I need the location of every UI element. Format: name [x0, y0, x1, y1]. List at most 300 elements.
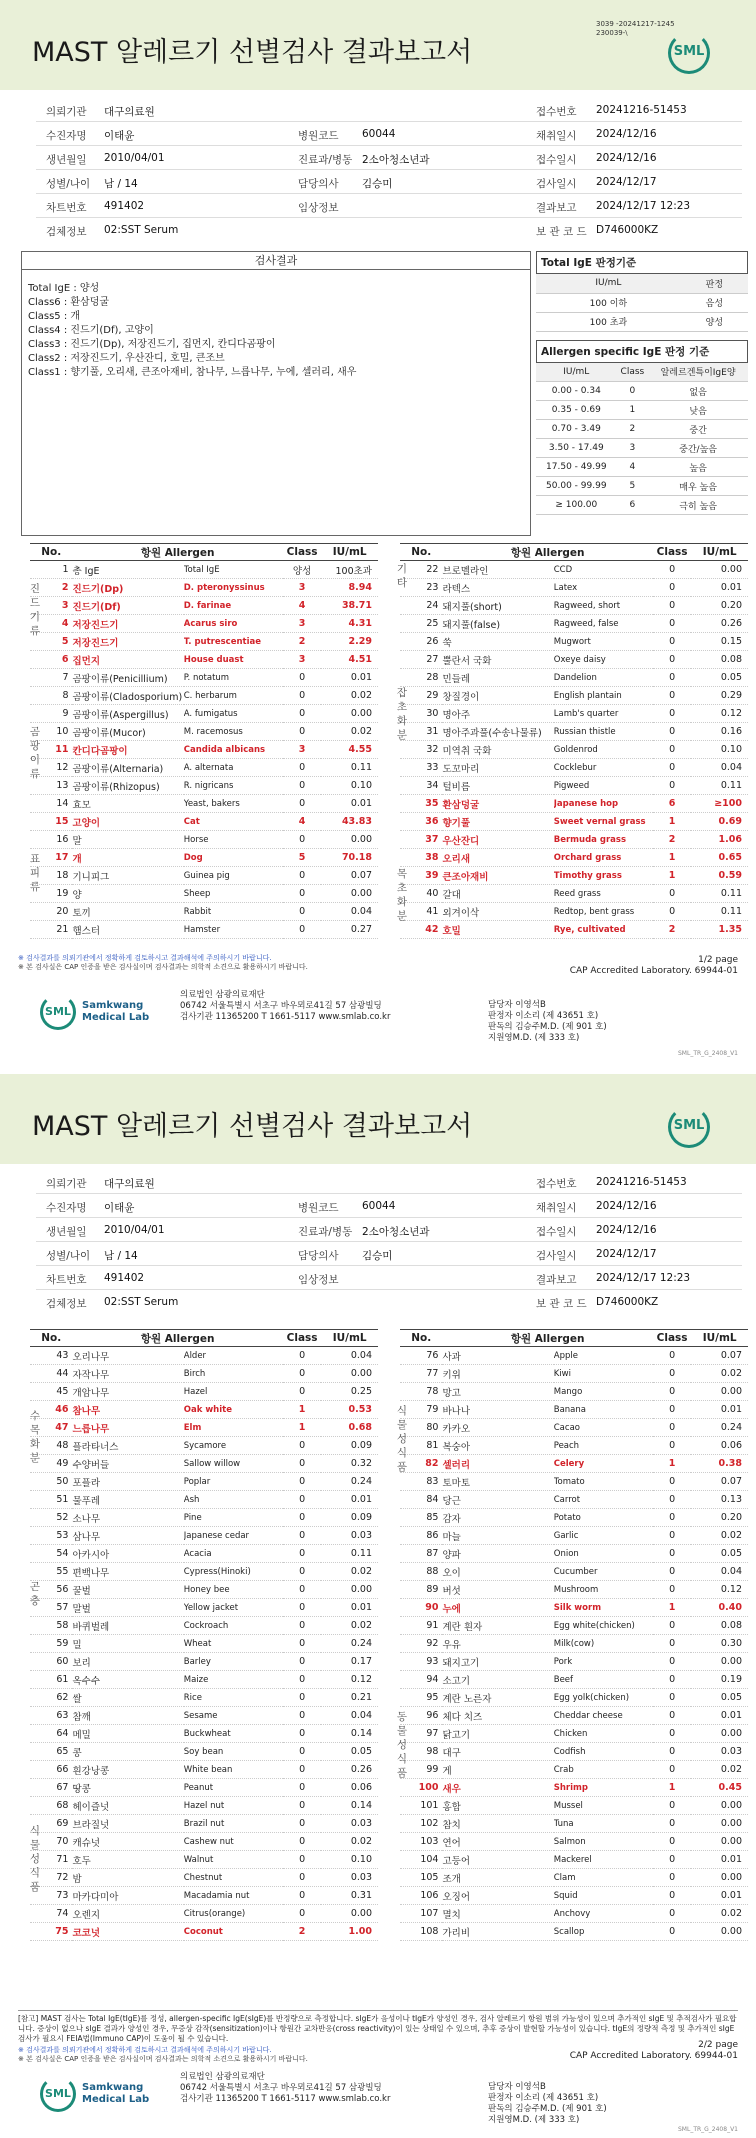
report-page-1 — [0, 0, 756, 1064]
allergen-row — [400, 1887, 748, 1905]
allergen-english: Buckwheat — [184, 1725, 283, 1743]
allergen-class: 2 — [653, 921, 691, 939]
allergen-class: 0 — [283, 1851, 321, 1869]
allergen-row — [30, 615, 378, 633]
allergen-korean: 누에 — [442, 1599, 553, 1617]
footer-logo — [40, 990, 150, 1034]
footer-logo-mark: SML — [40, 2076, 76, 2112]
allergen-table-left — [30, 1329, 378, 1941]
allergen-no: 98 — [400, 1743, 442, 1761]
sex-age: 남 / 14 — [104, 1250, 138, 1262]
allergen-korean: 말 — [72, 831, 183, 849]
allergen-no: 43 — [30, 1347, 72, 1365]
allergen-class: 0 — [283, 669, 321, 687]
allergen-korean: 셀러리 — [442, 1455, 553, 1473]
allergen-iu: 0.53 — [321, 1401, 378, 1419]
allergen-class: 1 — [653, 1779, 691, 1797]
allergen-iu: 1.00 — [321, 1923, 378, 1941]
allergen-korean: 저장진드기 — [72, 633, 183, 651]
allergen-iu: 0.00 — [691, 1383, 748, 1401]
allergen-english: Salmon — [554, 1833, 653, 1851]
chart-no: 491402 — [104, 200, 145, 212]
allergen-row — [400, 1473, 748, 1491]
allergen-no: 95 — [400, 1689, 442, 1707]
allergen-iu: 0.12 — [691, 1581, 748, 1599]
allergen-row — [400, 705, 748, 723]
allergen-korean: 기니피그 — [72, 867, 183, 885]
allergen-no: 104 — [400, 1851, 442, 1869]
logo-name: Medical Lab — [82, 1012, 150, 1023]
allergen-korean: 토마토 — [442, 1473, 553, 1491]
allergen-korean: 가리비 — [442, 1923, 553, 1941]
allergen-english: Squid — [554, 1887, 653, 1905]
allergen-korean: 참치 — [442, 1815, 553, 1833]
doctor: 김승미 — [362, 1250, 393, 1262]
criteria-cell: 높음 — [648, 458, 748, 477]
allergen-header-iu: IU/mL — [321, 1330, 378, 1347]
criteria-cell: 17.50 - 49.99 — [536, 458, 617, 477]
allergen-no: 100 — [400, 1779, 442, 1797]
allergen-iu: 0.32 — [321, 1455, 378, 1473]
report-label: 결과보고 — [536, 1274, 577, 1286]
patient-label: 수진자명 — [46, 130, 87, 142]
allergen-english: Maize — [184, 1671, 283, 1689]
allergen-english: Soy bean — [184, 1743, 283, 1761]
allergen-korean: 곰팡이류(Rhizopus) — [72, 777, 183, 795]
allergen-class: 0 — [653, 1653, 691, 1671]
allergen-korean: 개암나무 — [72, 1383, 183, 1401]
allergen-row — [400, 795, 748, 813]
sex-age: 남 / 14 — [104, 178, 138, 190]
allergen-class: 1 — [653, 867, 691, 885]
allergen-korean: 메밀 — [72, 1725, 183, 1743]
allergen-no: 4 — [30, 615, 72, 633]
allergen-row — [400, 849, 748, 867]
allergen-class: 0 — [653, 561, 691, 579]
footer-logo-2 — [40, 2072, 150, 2116]
test-date-label: 검사일시 — [536, 1250, 577, 1262]
sml-logo: SML — [668, 32, 710, 74]
allergen-class: 0 — [653, 1887, 691, 1905]
allergen-iu: 0.07 — [691, 1473, 748, 1491]
allergen-row — [400, 1491, 748, 1509]
allergen-iu: 0.59 — [691, 867, 748, 885]
allergen-korean: 조개 — [442, 1869, 553, 1887]
allergen-row — [400, 1779, 748, 1797]
allergen-english: Alder — [184, 1347, 283, 1365]
criteria-row — [536, 420, 748, 439]
top-code-line: 230039-\ — [596, 29, 628, 37]
allergen-row — [400, 579, 748, 597]
allergen-english: Ash — [184, 1491, 283, 1509]
allergen-class: 0 — [653, 1617, 691, 1635]
allergen-english: Apple — [554, 1347, 653, 1365]
allergen-english: Banana — [554, 1401, 653, 1419]
allergen-class: 0 — [653, 1635, 691, 1653]
allergen-korean: 큰조아재비 — [442, 867, 553, 885]
allergen-class: 0 — [653, 1797, 691, 1815]
allergen-english: Guinea pig — [184, 867, 283, 885]
address-line: 검사기관 11365200 T 1661-5117 www.smlab.co.kr — [180, 1012, 391, 1022]
criteria-cell: 0.35 - 0.69 — [536, 401, 617, 420]
allergen-iu: 0.01 — [691, 1887, 748, 1905]
criteria-row — [536, 312, 748, 331]
allergen-korean: 바퀴벌레 — [72, 1617, 183, 1635]
criteria-cell: 중간/높음 — [648, 439, 748, 458]
allergen-english: CCD — [554, 561, 653, 579]
page-label: 2/2 page — [698, 2040, 738, 2050]
allergen-korean: 마늘 — [442, 1527, 553, 1545]
allergen-row — [30, 669, 378, 687]
allergen-english: Chestnut — [184, 1869, 283, 1887]
allergen-row — [30, 1617, 378, 1635]
allergen-class: 0 — [653, 615, 691, 633]
allergen-english: Sweet vernal grass — [554, 813, 653, 831]
allergen-row — [30, 561, 378, 579]
allergen-iu: 0.00 — [321, 885, 378, 903]
allergen-class: 1 — [283, 1401, 321, 1419]
allergen-english: Oak white — [184, 1401, 283, 1419]
receipt-no-label: 접수번호 — [536, 1178, 577, 1190]
allergen-english: Shrimp — [554, 1779, 653, 1797]
allergen-english: Mango — [554, 1383, 653, 1401]
allergen-row — [30, 885, 378, 903]
allergen-class: 0 — [653, 1923, 691, 1941]
test-date: 2024/12/17 — [596, 176, 657, 188]
allergen-class: 1 — [653, 813, 691, 831]
footer-note: ※ 본 검사실은 CAP 인증을 받은 검사실이며 검사결과는 의학적 소견으로 활용하시기 바랍니다. — [18, 963, 308, 971]
allergen-iu: 0.11 — [691, 777, 748, 795]
group-plant-food: 식물성식품 — [29, 1825, 41, 1893]
allergen-row — [400, 1923, 748, 1941]
allergen-class: 0 — [653, 1437, 691, 1455]
allergen-iu: 0.11 — [691, 903, 748, 921]
allergen-english: Cacao — [554, 1419, 653, 1437]
allergen-iu: 8.94 — [321, 579, 378, 597]
allergen-no: 25 — [400, 615, 442, 633]
group-mold: 곰팡이류 — [29, 726, 41, 780]
allergen-iu: 0.00 — [691, 1653, 748, 1671]
allergen-iu: 0.01 — [691, 1851, 748, 1869]
page-number-2 — [570, 2040, 738, 2062]
allergen-row — [400, 597, 748, 615]
allergen-korean: 삼나무 — [72, 1527, 183, 1545]
allergen-row — [30, 1833, 378, 1851]
allergen-english: Carrot — [554, 1491, 653, 1509]
allergen-class: 0 — [283, 1455, 321, 1473]
doctor: 김승미 — [362, 178, 393, 190]
cap-label: CAP Accredited Laboratory. 69944-01 — [569, 2051, 738, 2061]
allergen-no: 75 — [30, 1923, 72, 1941]
footer-note: ※ 검사결과를 의뢰기관에서 정확하게 검토하시고 결과해석에 주의하시기 바랍니다. — [18, 954, 272, 962]
ward-code-label: 병원코드 — [298, 1202, 339, 1214]
criteria-cell: 양성 — [681, 312, 748, 331]
allergen-no: 19 — [30, 885, 72, 903]
allergen-korean: 소고기 — [442, 1671, 553, 1689]
allergen-korean: 도꼬마리 — [442, 759, 553, 777]
allergen-no: 13 — [30, 777, 72, 795]
allergen-korean: 말벌 — [72, 1599, 183, 1617]
allergen-english: Silk worm — [554, 1599, 653, 1617]
allergen-row — [400, 1383, 748, 1401]
allergen-english: Goldenrod — [554, 741, 653, 759]
allergen-no: 36 — [400, 813, 442, 831]
allergen-korean: 편백나무 — [72, 1563, 183, 1581]
allergen-english: Mushroom — [554, 1581, 653, 1599]
allergen-iu: 0.00 — [321, 1905, 378, 1923]
birth-label: 생년월일 — [46, 1226, 87, 1238]
allergen-iu: 100초과 — [321, 561, 378, 579]
allergen-korean: 콩 — [72, 1743, 183, 1761]
allergen-row — [30, 1437, 378, 1455]
allergen-korean: 밤 — [72, 1869, 183, 1887]
allergen-table-right — [400, 1329, 748, 1941]
allergen-korean: 우산잔디 — [442, 831, 553, 849]
sex-label: 성별/나이 — [46, 178, 91, 190]
allergen-class: 0 — [283, 903, 321, 921]
allergen-row — [30, 849, 378, 867]
allergen-header-no: No. — [30, 544, 72, 561]
allergen-class: 0 — [653, 777, 691, 795]
allergen-english: Japanese hop — [554, 795, 653, 813]
allergen-header-row — [30, 544, 378, 561]
allergen-english: Honey bee — [184, 1581, 283, 1599]
allergen-no: 108 — [400, 1923, 442, 1941]
doctor-label: 담당의사 — [298, 178, 339, 190]
receive-label: 접수일시 — [536, 154, 577, 166]
allergen-iu: 0.07 — [691, 1347, 748, 1365]
logo-name: Medical Lab — [82, 2094, 150, 2105]
allergen-english: Ragweed, false — [554, 615, 653, 633]
birth-date: 2010/04/01 — [104, 1224, 165, 1236]
allergen-row — [30, 1905, 378, 1923]
allergen-row — [400, 1833, 748, 1851]
allergen-iu: 0.05 — [691, 1545, 748, 1563]
allergen-korean: 오리나무 — [72, 1347, 183, 1365]
allergen-english: Celery — [554, 1455, 653, 1473]
allergen-class: 0 — [653, 1581, 691, 1599]
allergen-class: 0 — [283, 1473, 321, 1491]
dept: 2소아청소년과 — [362, 1226, 430, 1238]
allergen-header-no: No. — [400, 544, 442, 561]
logo-name: Samkwang — [82, 2082, 144, 2093]
allergen-korean: 효모 — [72, 795, 183, 813]
allergen-iu: 0.01 — [691, 1707, 748, 1725]
allergen-row — [30, 1707, 378, 1725]
allergen-no: 21 — [30, 921, 72, 939]
allergen-row — [30, 1383, 378, 1401]
allergen-row — [400, 1347, 748, 1365]
allergen-no: 30 — [400, 705, 442, 723]
allergen-no: 47 — [30, 1419, 72, 1437]
allergen-row — [400, 687, 748, 705]
allergen-english: Egg yolk(chicken) — [554, 1689, 653, 1707]
allergen-korean: 버섯 — [442, 1581, 553, 1599]
allergen-no: 76 — [400, 1347, 442, 1365]
allergen-class: 0 — [653, 1851, 691, 1869]
allergen-english: A. fumigatus — [184, 705, 283, 723]
allergen-korean: 양 — [72, 885, 183, 903]
allergen-row — [400, 633, 748, 651]
allergen-no: 38 — [400, 849, 442, 867]
allergen-english: Yellow jacket — [184, 1599, 283, 1617]
allergen-header-row — [400, 544, 748, 561]
criteria-header-row — [536, 274, 748, 293]
allergen-iu: 0.01 — [321, 669, 378, 687]
allergen-class: 0 — [653, 1491, 691, 1509]
allergen-no: 45 — [30, 1383, 72, 1401]
allergen-row — [30, 651, 378, 669]
criteria-header-cell: IU/mL — [536, 363, 617, 382]
allergen-row — [30, 1671, 378, 1689]
allergen-class: 0 — [653, 651, 691, 669]
allergen-iu: 0.27 — [321, 921, 378, 939]
allergen-korean: 돼지고기 — [442, 1653, 553, 1671]
criteria-cell: 0.70 - 3.49 — [536, 420, 617, 439]
specimen-label: 검체정보 — [46, 226, 87, 238]
specimen: 02:SST Serum — [104, 1296, 179, 1308]
specific-criteria-title: Allergen specific IgE 판정 기준 — [536, 340, 748, 363]
receipt-no-label: 접수번호 — [536, 106, 577, 118]
criteria-cell: 0.00 - 0.34 — [536, 382, 617, 401]
allergen-iu: 0.16 — [691, 723, 748, 741]
criteria-row — [536, 477, 748, 496]
page-label: 1/2 page — [698, 955, 738, 965]
allergen-korean: 명아주 — [442, 705, 553, 723]
allergen-row — [400, 561, 748, 579]
allergen-class: 0 — [653, 1833, 691, 1851]
allergen-no: 57 — [30, 1599, 72, 1617]
allergen-header-row — [400, 1330, 748, 1347]
group-insect: 곤충 — [29, 1581, 41, 1607]
birth-date: 2010/04/01 — [104, 152, 165, 164]
allergen-iu: 0.01 — [691, 1401, 748, 1419]
institution-label: 의뢰기관 — [46, 106, 87, 118]
allergen-english: D. pteronyssinus — [184, 579, 283, 597]
report-title: MAST 알레르기 선별검사 결과보고서 — [32, 1111, 473, 1142]
allergen-row — [30, 597, 378, 615]
collect-label: 채취일시 — [536, 130, 577, 142]
allergen-row — [30, 633, 378, 651]
allergen-class: 0 — [653, 1527, 691, 1545]
allergen-class: 0 — [283, 705, 321, 723]
allergen-no: 11 — [30, 741, 72, 759]
allergen-english: Russian thistle — [554, 723, 653, 741]
dept-label: 진료과/병동 — [298, 1226, 353, 1238]
allergen-iu: 0.02 — [691, 1905, 748, 1923]
allergen-english: Mackerel — [554, 1851, 653, 1869]
allergen-class: 0 — [283, 1491, 321, 1509]
allergen-row — [400, 921, 748, 939]
allergen-iu: 4.31 — [321, 615, 378, 633]
allergen-row — [30, 831, 378, 849]
allergen-no: 70 — [30, 1833, 72, 1851]
allergen-no: 56 — [30, 1581, 72, 1599]
allergen-row — [30, 1797, 378, 1815]
allergen-korean: 고양이 — [72, 813, 183, 831]
allergen-no: 96 — [400, 1707, 442, 1725]
criteria-cell: 1 — [617, 401, 649, 420]
allergen-class: 0 — [653, 1419, 691, 1437]
address-line: 06742 서울특별시 서초구 바우뫼로41길 57 삼광빌딩 — [180, 2083, 382, 2093]
allergen-row — [30, 1635, 378, 1653]
top-code — [596, 20, 675, 38]
allergen-english: Wheat — [184, 1635, 283, 1653]
allergen-iu: 0.00 — [691, 1815, 748, 1833]
allergen-korean: 호두 — [72, 1851, 183, 1869]
allergen-row — [30, 1923, 378, 1941]
allergen-no: 97 — [400, 1725, 442, 1743]
allergen-header-allergen: 항원 Allergen — [72, 1330, 282, 1347]
allergen-row — [400, 615, 748, 633]
allergen-english: Brazil nut — [184, 1815, 283, 1833]
allergen-no: 37 — [400, 831, 442, 849]
allergen-no: 82 — [400, 1455, 442, 1473]
allergen-korean: 돼지풀(short) — [442, 597, 553, 615]
allergen-korean: 쌀 — [72, 1689, 183, 1707]
allergen-korean: 계란 노른자 — [442, 1689, 553, 1707]
result-line: Class5 : 개 — [28, 311, 81, 322]
allergen-iu: 4.51 — [321, 651, 378, 669]
allergen-iu: 0.07 — [321, 867, 378, 885]
dept: 2소아청소년과 — [362, 154, 430, 166]
allergen-korean: 수양버들 — [72, 1455, 183, 1473]
allergen-korean: 코코넛 — [72, 1923, 183, 1941]
signer-line: 지원영M.D. (제 333 호) — [488, 2115, 580, 2125]
allergen-class: 3 — [283, 741, 321, 759]
allergen-korean: 헤이즐넛 — [72, 1797, 183, 1815]
allergen-korean: 닭고기 — [442, 1725, 553, 1743]
allergen-korean: 고등어 — [442, 1851, 553, 1869]
sex-label: 성별/나이 — [46, 1250, 91, 1262]
allergen-korean: 참나무 — [72, 1401, 183, 1419]
allergen-class: 0 — [283, 777, 321, 795]
criteria-cell: 100 초과 — [536, 312, 681, 331]
allergen-class: 0 — [653, 1707, 691, 1725]
allergen-class: 0 — [283, 1617, 321, 1635]
allergen-iu: 0.02 — [691, 1365, 748, 1383]
allergen-english: C. herbarum — [184, 687, 283, 705]
storage-label: 보 관 코 드 — [536, 226, 587, 238]
allergen-class: 0 — [653, 1365, 691, 1383]
allergen-english: P. notatum — [184, 669, 283, 687]
chart-label: 차트번호 — [46, 1274, 87, 1286]
allergen-iu: 0.02 — [691, 1527, 748, 1545]
allergen-class: 0 — [283, 795, 321, 813]
institution-label: 의뢰기관 — [46, 1178, 87, 1190]
clinical-label: 임상정보 — [298, 202, 339, 214]
allergen-korean: 게 — [442, 1761, 553, 1779]
allergen-class: 0 — [653, 1725, 691, 1743]
allergen-row — [30, 1599, 378, 1617]
allergen-row — [400, 867, 748, 885]
allergen-english: Poplar — [184, 1473, 283, 1491]
allergen-korean: 연어 — [442, 1833, 553, 1851]
signer-line: 판독의 김승주M.D. (제 901 호) — [488, 1022, 607, 1032]
allergen-class: 0 — [653, 1473, 691, 1491]
allergen-header-iu: IU/mL — [691, 544, 748, 561]
group-etc: 기타 — [396, 563, 408, 589]
allergen-no: 83 — [400, 1473, 442, 1491]
allergen-class: 0 — [283, 1671, 321, 1689]
allergen-korean: 토끼 — [72, 903, 183, 921]
criteria-panel — [536, 251, 748, 515]
allergen-iu: 1.06 — [691, 831, 748, 849]
allergen-class: 0 — [283, 921, 321, 939]
allergen-row — [30, 1815, 378, 1833]
allergen-row — [30, 705, 378, 723]
signer-line: 판독의 김승주M.D. (제 901 호) — [488, 2104, 607, 2114]
